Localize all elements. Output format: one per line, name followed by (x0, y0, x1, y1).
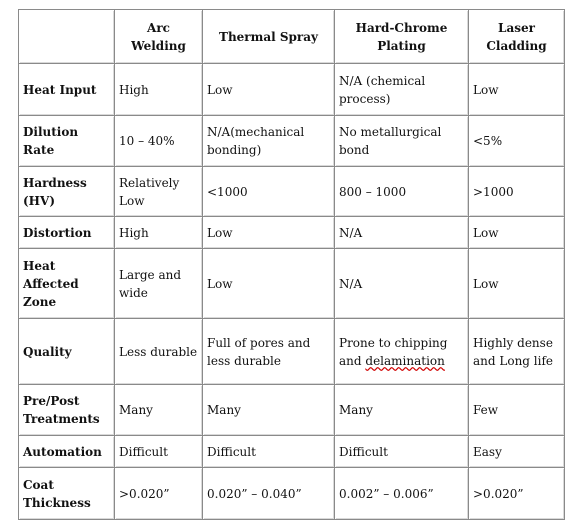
table-cell: Low (469, 64, 565, 116)
table-cell: Difficult (335, 436, 469, 468)
column-header: Thermal Spray (203, 10, 335, 64)
table-cell: Difficult (203, 436, 335, 468)
comparison-table (18, 9, 565, 520)
header-corner-cell (19, 10, 115, 64)
table-cell: Many (335, 385, 469, 436)
row-header: Distortion (19, 217, 115, 249)
row-header: Pre/Post Treatments (19, 385, 115, 436)
table-cell: Low (469, 249, 565, 319)
table-cell: Full of pores and less durable (203, 319, 335, 385)
table-cell: Many (115, 385, 203, 436)
table-header-row (19, 10, 565, 64)
table-row (19, 385, 565, 436)
row-header: Coat Thickness (19, 468, 115, 520)
table-row (19, 436, 565, 468)
table-cell: Many (203, 385, 335, 436)
table-cell: Highly dense and Long life (469, 319, 565, 385)
table-cell: <1000 (203, 167, 335, 217)
table-cell: <5% (469, 116, 565, 167)
table-cell: 0.020” – 0.040” (203, 468, 335, 520)
table-cell: Difficult (115, 436, 203, 468)
table-cell: Low (469, 217, 565, 249)
column-header: Laser Cladding (469, 10, 565, 64)
row-header: Hardness (HV) (19, 167, 115, 217)
table-cell: Large and wide (115, 249, 203, 319)
table-row (19, 249, 565, 319)
table-row (19, 217, 565, 249)
table-row (19, 319, 565, 385)
row-header: Automation (19, 436, 115, 468)
table-row (19, 468, 565, 520)
table-cell: N/A (335, 249, 469, 319)
table-row (19, 64, 565, 116)
table-cell: N/A (335, 217, 469, 249)
table-cell: 800 – 1000 (335, 167, 469, 217)
table-cell: >0.020” (115, 468, 203, 520)
table-cell: No metallurgical bond (335, 116, 469, 167)
table-cell: Low (203, 64, 335, 116)
table-cell: Easy (469, 436, 565, 468)
table-cell: 10 – 40% (115, 116, 203, 167)
table-row (19, 167, 565, 217)
table-cell (335, 319, 469, 385)
table-cell: Few (469, 385, 565, 436)
table-cell: N/A(mechanical bonding) (203, 116, 335, 167)
spellcheck-underlined-word: delamination (365, 353, 445, 368)
table-cell: Relatively Low (115, 167, 203, 217)
table-row (19, 116, 565, 167)
table-cell: N/A (chemical process) (335, 64, 469, 116)
table-cell: High (115, 217, 203, 249)
row-header: Heat Affected Zone (19, 249, 115, 319)
table-cell: 0.002” – 0.006” (335, 468, 469, 520)
table-cell: Low (203, 217, 335, 249)
column-header: Arc Welding (115, 10, 203, 64)
row-header: Dilution Rate (19, 116, 115, 167)
row-header: Quality (19, 319, 115, 385)
cell-text: Prone to chipping and (339, 335, 448, 368)
table-cell: >1000 (469, 167, 565, 217)
column-header: Hard-Chrome Plating (335, 10, 469, 64)
table-cell: Low (203, 249, 335, 319)
table-cell: High (115, 64, 203, 116)
table-cell: >0.020” (469, 468, 565, 520)
row-header: Heat Input (19, 64, 115, 116)
table-cell: Less durable (115, 319, 203, 385)
